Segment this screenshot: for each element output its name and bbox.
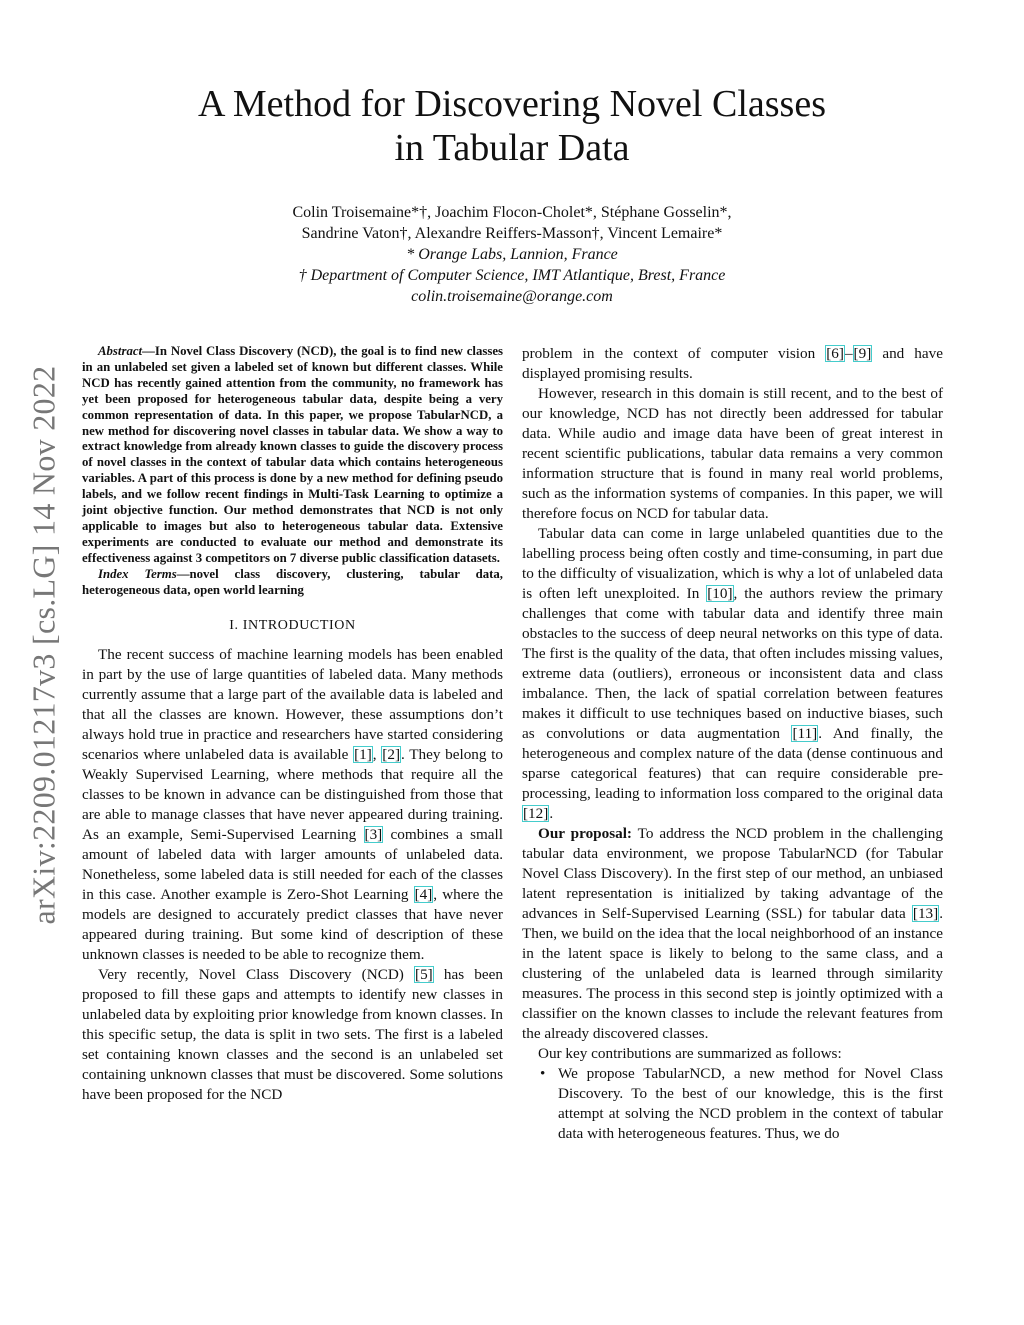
citation-3[interactable]: [3] [364,825,383,843]
list-item: • We propose TabularNCD, a new method for Novel Class Discovery. To the best of our knowledge, this is the first attempt at solving the NCD problem in the context of tabular data with heterogeneous features. Thus, we do [558,1064,943,1144]
contributions-list [522,1064,943,1144]
index-terms-text: —novel class discovery, clustering, tabular data, heterogeneous data, open world learning [82,566,504,597]
text-run: , the authors review the primary challenges that come with tabular data and identify three main obstacles to the success of deep neural networks on this type of data. The first is the quality of the data, that often includes missing values, extreme data (outliers), erroneous or inconsistent data and class imbalance. Then, the lack of spatial correlation between features makes it difficult to use techniques based on inductive biases, such as convolutions or data augmentation [522,585,943,742]
text-run: . They belong to Weakly Supervised Learning, where methods that require all the classes to be known in advance can be distinguished from those that are able to manage classes that have never appeared during training. As an example, Semi-Supervised Learning [82,745,503,843]
text-run: , [372,745,382,763]
intro-paragraph-1 [82,645,503,965]
section-heading-introduction: I. INTRODUCTION [229,617,356,633]
citation-5[interactable]: [5] [415,965,433,983]
contributions-intro: Our key contributions are summarized as follows: [538,1045,842,1062]
text-run: Tabular data can come in large unlabeled quantities due to the labelling process being often costly and time-consuming, in part due to the difficulty of visualization, which is why a lot of unlabeled data is often left unexploited. In [522,525,943,602]
text-run: Very recently, Novel Class Discovery (NCD) [98,965,415,983]
text-run: . Then, we build on the idea that the local neighborhood of an instance in the latent space is likely to belong to the same class, and a clustering of the unlabeled data is learned through similarity measures. The process in this second step is jointly optimized with a classifier on the known classes to include the relevant features from the already discovered classes. [522,905,943,1042]
title-line-1: A Method for Discovering Novel Classes [198,83,826,125]
index-terms-label: Index Terms [98,566,177,581]
abstract-text: In Novel Class Discovery (NCD), the goal is to find new classes in an unlabeled set given a labeled set of known but different classes. While NCD has recently gained attention from the community, no framework has yet been proposed for heterogeneous tabular data, despite being a very common representation of data. In this paper, we propose TabularNCD, a new method for discovering novel classes in tabular data. We show a way to extract knowledge from already known classes to guide the discovery process of novel classes in the context of tabular data which contains heterogeneous variables. A part of this process is done by a new method for defining pseudo labels, and we follow recent findings in Multi-Task Learning to optimize a joint objective function. Our method demonstrates that NCD is not only applicable to images but also to heterogeneous tabular data. Extensive experiments are conducted to evaluate our method and demonstrate its effectiveness against 3 competitors on 7 diverse public classification datasets. [82,344,503,565]
title-line-2: in Tabular Data [394,127,630,169]
arxiv-identifier: arXiv:2209.01217v3 [cs.LG] 14 Nov 2022 [25,365,62,925]
text-run: . And finally, the heterogeneous and complex nature of the data (dense continuous and sparse categorical features) that can require considerable pre-processing, leading to information loss compared to the original data [522,725,944,802]
our-proposal-label: Our proposal: [538,825,632,842]
text-run: The recent success of machine learning models has been enabled in part by the use of large quantities of labeled data. Many methods currently assume that a large part of the available data is labeled and that all the classes are known. However, these assumptions don’t always hold true in practice and researchers have started considering scenarios where unlabeled data is available [82,645,503,763]
author-block [150,202,874,307]
arxiv-sidebar-stamp [18,345,70,945]
right-column [522,344,943,1144]
citation-12[interactable]: [12] [523,805,549,822]
text-run: problem in the context of computer vision [522,345,826,362]
text-run: , where the models are designed to accurately predict classes that have never appeared during training. But some kind of description of these unknown classes is needed to be able to recognize them. [82,885,503,963]
paper-title [100,82,924,170]
citation-4[interactable]: [4] [414,885,433,903]
index-terms [82,567,503,599]
author-line-1: Colin Troisemaine*†, Joachim Flocon-Cholet*, Stéphane Gosselin*, [292,204,732,221]
text-run: combines a small amount of labeled data with larger amounts of unlabeled data. Nonetheless, some labeled data is still needed for each of the classes in this case. Another example is Zero-Shot Learning [82,825,503,903]
intro-paragraph-2 [82,965,503,1105]
text-run: and have displayed promising results. [522,345,943,382]
affiliation-1: * Orange Labs, Lannion, France [406,246,618,263]
abstract-label: Abstract— [98,344,155,358]
citation-2[interactable]: [2] [382,745,401,763]
citation-6[interactable]: [6] [826,345,844,362]
citation-10[interactable]: [10] [707,585,733,602]
text-run: To address the NCD problem in the challenging tabular data environment, we propose TabularNCD (for Tabular Novel Class Discovery). In the first step of our method, an unbiased latent representation is initialized by taking advantage of the advances in Self-Supervised Learning (SSL) for tabular data [522,825,943,922]
abstract [82,344,503,567]
author-email: colin.troisemaine@orange.com [411,288,613,305]
right-paragraph-1 [522,344,943,384]
right-paragraph-3 [522,524,943,824]
text-run: – [844,345,853,362]
citation-11[interactable]: [11] [792,725,818,742]
citation-1[interactable]: [1] [354,745,372,763]
author-line-2: Sandrine Vaton†, Alexandre Reiffers-Masson†, Vincent Lemaire* [301,225,723,242]
text-run: has been proposed to fill these gaps and attempts to identify new classes in unlabeled data by exploiting prior knowledge from known classes. In this specific setup, the data is split in two sets. The first is a labeled set containing known classes and the second is an unlabeled set containing unknown classes that must be discovered. Some solutions have been proposed for the NCD [82,965,503,1103]
citation-9[interactable]: [9] [853,345,872,362]
text-run: . [549,805,554,822]
right-paragraph-2: However, research in this domain is still recent, and to the best of our knowledge, NCD has not directly been addressed for tabular data. While audio and image data have been of great interest in recent scientific publications, tabular data remains a very common information structure that is found in many real world problems, such as the information systems of companies. In this paper, we will therefore focus on NCD for tabular data. [522,385,943,522]
our-proposal-paragraph [522,824,943,1044]
left-column [82,344,503,1105]
affiliation-2: † Department of Computer Science, IMT Atlantique, Brest, France [298,267,726,284]
citation-13[interactable]: [13] [912,905,939,922]
